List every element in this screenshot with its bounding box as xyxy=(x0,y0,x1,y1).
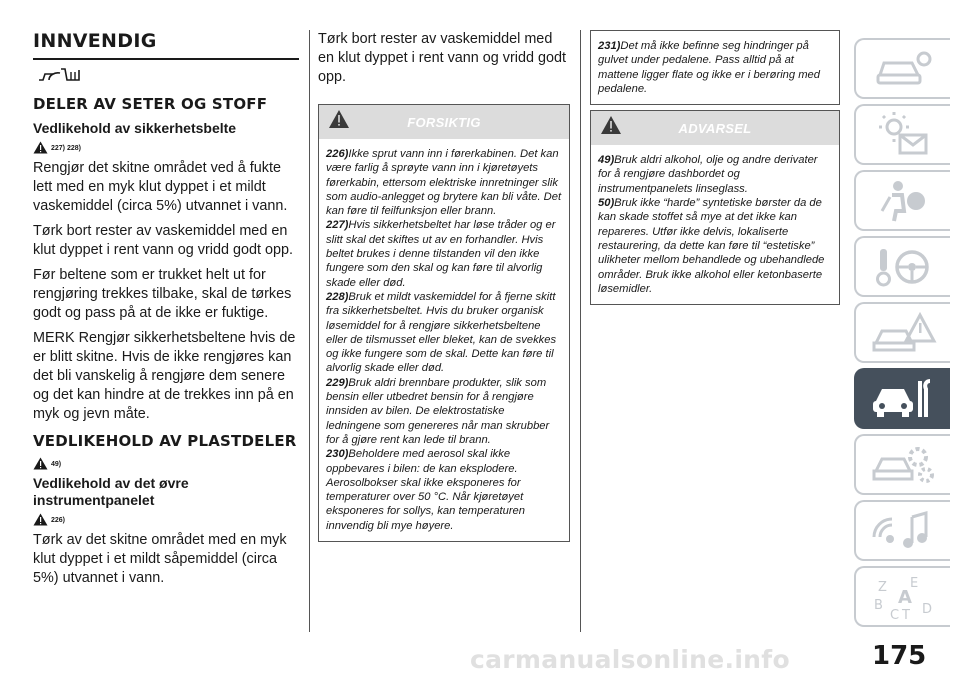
notice-item xyxy=(598,153,832,196)
warning-lights-icon xyxy=(868,111,938,159)
column-left xyxy=(33,30,299,594)
warning-ref xyxy=(33,141,299,154)
svg-text:D: D xyxy=(922,601,933,617)
key-steering-wheel-icon xyxy=(868,243,938,291)
paragraph: Rengjør det skitne området ved å fukte lett med en myk klut dyppet i et mildt vaskemiddel (circa 5%) utvannet i vann. xyxy=(33,160,288,214)
caution-box xyxy=(318,104,570,542)
column-right xyxy=(590,30,840,305)
tab-emergency[interactable] xyxy=(854,302,950,363)
watermark: carmanualsonline.info xyxy=(470,645,790,674)
ref-label: 49) xyxy=(51,461,62,468)
svg-text:Z: Z xyxy=(878,579,887,595)
tab-starting-driving[interactable] xyxy=(854,236,950,297)
caution-item xyxy=(598,39,832,96)
page-number: 175 xyxy=(872,641,927,671)
item-text: Beholdere med aerosol skal ikke oppbevares i bilen: de kan eksplodere. Aerosolbokser skal ikke eksponeres for temperaturer over 50 °C. Når kjøretøyet eksponeres for sollys, kan temperaturen innvendig bli mye høyere. xyxy=(326,448,525,532)
svg-text:C: C xyxy=(890,607,900,621)
interior-car-icon xyxy=(35,66,299,89)
item-number: 228) xyxy=(326,290,349,303)
safety-airbag-icon xyxy=(868,177,938,225)
caution-item xyxy=(326,290,562,376)
technical-data-icon xyxy=(868,441,938,489)
caution-item xyxy=(326,447,562,533)
item-text: Ikke sprut vann inn i førerkabinen. Det kan være farlig å sprøyte vann inn i kjøretøyets førerkabin, ettersom elektriske innretninger slik som audio-anlegget og brytere kan bli våte. Det kan føre til feilfunksjon eller brann. xyxy=(326,148,562,218)
ref-label: 226) xyxy=(51,517,66,524)
notice-box-title: ADVARSEL xyxy=(678,121,752,137)
caution-item xyxy=(326,147,562,218)
notice-box-header xyxy=(591,111,839,145)
section-heading-seats: DELER AV SETER OG STOFF xyxy=(33,95,268,113)
paragraph: Tørk bort rester av vaskemiddel med en klut dyppet i rent vann og vridd godt opp. xyxy=(318,31,566,85)
index-alphabet-icon xyxy=(868,573,938,621)
caution-box-body xyxy=(591,31,839,104)
warning-triangle-icon xyxy=(33,457,48,470)
subheading-dashboard: Vedlikehold av det øvre instrumentpanelet xyxy=(33,475,189,508)
item-text: Bruk et mildt vaskemiddel for å fjerne skitt fra sikkerhetsbeltet. Hvis du bruker organisk løsemiddel for å rengjøre sikkerhetsbeltene eller de tilsmusset eller bleket, kan de svekkes og ikke fungere som de skal. Dette kan føre til alvorlig skade eller død. xyxy=(326,290,557,375)
car-maintenance-icon xyxy=(868,375,938,423)
subheading-seatbelt: Vedlikehold av sikkerhetsbelte xyxy=(33,120,237,136)
emergency-triangle-icon xyxy=(868,309,938,357)
item-text: Hvis sikkerhetsbeltet har løse tråder og er slitt skal det skiftes ut av en forhandler. Hvis beltet brukes i denne tilstanden vil den ikke fungere som den skal og kan føre til alvorlig skade eller død. xyxy=(326,219,556,289)
car-dashboard-icon xyxy=(868,45,938,93)
column-divider xyxy=(580,30,581,632)
tab-index[interactable] xyxy=(854,566,950,627)
item-number: 49) xyxy=(598,154,615,167)
item-number: 229) xyxy=(326,376,349,389)
item-number: 231) xyxy=(598,40,621,52)
caution-box-header xyxy=(319,105,569,139)
notice-box xyxy=(590,110,840,305)
svg-text:E: E xyxy=(910,575,919,591)
caution-box-title: FORSIKTIG xyxy=(407,115,481,130)
column-middle xyxy=(318,30,570,542)
paragraph: Tørk bort rester av vaskemiddel med en klut dyppet i rent vann og vridd godt opp. xyxy=(33,223,294,258)
paragraph: Tørk av det skitne området med en myk klut dyppet i et mildt såpemiddel (circa 5%) utvannet i vann. xyxy=(33,532,287,586)
item-text: Bruk aldri alkohol, olje og andre derivater for å rengjøre dashbordet og instrumentpanelets linseglass. xyxy=(598,154,818,195)
page-heading: INNVENDIG xyxy=(33,30,157,52)
chapter-tabs xyxy=(854,38,950,632)
caution-item xyxy=(326,218,562,289)
svg-text:B: B xyxy=(874,597,883,613)
warning-ref xyxy=(33,513,299,526)
item-text: Bruk aldri brennbare produkter, slik som bensin eller utbedret bensin for å rengjøre innsiden av bilen. De elektrostatiske ledningene som genereres når man skrubber for å gjøre rent kan lede til brann. xyxy=(326,376,550,446)
caution-item xyxy=(326,376,562,447)
paragraph: MERK Rengjør sikkerhetsbeltene hvis de er blitt skitne. Hvis de ikke rengjøres kan det bli vanskelig å rengjøre dem senere og det kan hindre at de trekkes inn på en myk og jevn måte. xyxy=(33,330,296,422)
tab-dashboard[interactable] xyxy=(854,38,950,99)
tab-safety[interactable] xyxy=(854,170,950,231)
caution-box-continued xyxy=(590,30,840,105)
ref-label: 227) 228) xyxy=(51,145,81,152)
section-heading-plastic: VEDLIKEHOLD AV PLASTDELER xyxy=(33,432,297,450)
heading-rule xyxy=(33,58,299,60)
item-number: 226) xyxy=(326,148,349,160)
tab-maintenance[interactable] xyxy=(854,368,950,429)
item-number: 227) xyxy=(326,219,349,232)
warning-ref xyxy=(33,457,299,470)
item-number: 50) xyxy=(598,197,615,210)
item-text: Det må ikke befinne seg hindringer på gulvet under pedalene. Pass alltid på at mattene ligger flate og ikke er i berøring med pedalene. xyxy=(598,40,820,95)
warning-triangle-icon xyxy=(33,141,48,154)
tab-technical-data[interactable] xyxy=(854,434,950,495)
multimedia-icon xyxy=(868,507,938,555)
svg-text:A: A xyxy=(898,586,912,608)
notice-box-body xyxy=(591,145,839,304)
item-text: Bruk ikke “harde” syntetiske børster da de kan skade stoffet så mye at det ikke kan repareres. Utfør ikke delvis, lokaliserte restaurering, da dette kan føre til “estetiske” ulikheter mellom behandlede og ubehandlede områder. Bruk ikke alkohol eller ketonbaserte løsemidler. xyxy=(598,197,825,295)
svg-text:T: T xyxy=(902,607,910,621)
paragraph: Før beltene som er trukket helt ut for rengjøring trekkes tilbake, skal de tørkes godt og pass på at de ikke er fuktige. xyxy=(33,267,292,321)
caution-box-body xyxy=(319,139,569,541)
tab-warning-lights[interactable] xyxy=(854,104,950,165)
column-divider xyxy=(309,30,310,632)
tab-multimedia[interactable] xyxy=(854,500,950,561)
notice-item xyxy=(598,196,832,296)
warning-triangle-icon xyxy=(33,513,48,526)
item-number: 230) xyxy=(326,448,349,461)
